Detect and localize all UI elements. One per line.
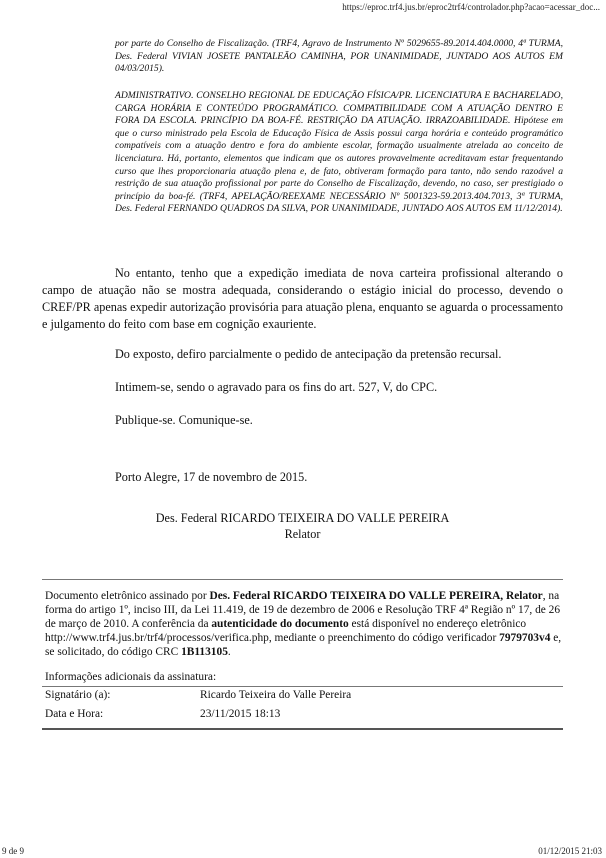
notify-text: Intimem-se, sendo o agravado para os fins do art. 527, V, do CPC. — [115, 380, 438, 394]
datetime-value: 23/11/2015 18:13 — [200, 708, 281, 720]
citation-first: por parte do Conselho de Fiscalização. (TRF4, Agravo de Instrumento Nº 5029655-89.2014.404.0000, 4ª TURMA, Des. Federal VIVIAN JOSETE PANTALEÃO CAMINHA, POR UNANIMIDADE, JUNTADO AOS AUTOS EM 04/03/2015). — [115, 38, 563, 75]
decision-text: Do exposto, defiro parcialmente o pedido de antecipação da pretensão recursal. — [115, 347, 502, 361]
signer-value: Ricardo Teixeira do Valle Pereira — [200, 689, 352, 701]
separator-top — [42, 579, 563, 580]
body-paragraph: No entanto, tenho que a expedição imediata de nova carteira profissional alterando o campo de atuação não se mostra adequada, considerando o estágio inicial do processo, devendo o CREF/PR apenas expedir autorização provisória para atuação plena, enquanto se aguarda o processamento e julgamento do feito com base em cognição exauriente. — [42, 266, 563, 331]
separator-info — [42, 686, 563, 687]
datetime-label: Data e Hora: — [45, 708, 104, 720]
print-timestamp: 01/12/2015 21:03 — [538, 846, 602, 856]
page-number: 9 de 9 — [2, 846, 24, 856]
signer-label: Signatário (a): — [45, 689, 111, 701]
signature-statement: Documento eletrônico assinado por Des. Federal RICARDO TEIXEIRA DO VALLE PEREIRA, Relator, na forma do artigo 1º, inciso III, da Lei 11.419, de 19 de dezembro de 2006 e Resolução TRF 4ª Região nº 17, de 26 de março de 2010. A conferência da autenticidade do documento está disponível no endereço eletrônico http://www.trf4.jus.br/trf4/processos/verifica.php, mediante o preenchimento do código verificador 7979703v4 e, se solicitado, do código CRC 1B113105. — [45, 590, 562, 658]
publish-text: Publique-se. Comunique-se. — [115, 413, 253, 427]
page-url: https://eproc.trf4.jus.br/eproc2trf4/controlador.php?acao=acessar_doc... — [342, 2, 600, 12]
separator-bottom — [42, 728, 563, 730]
citation-second: ADMINISTRATIVO. CONSELHO REGIONAL DE EDUCAÇÃO FÍSICA/PR. LICENCIATURA E BACHARELADO, CARGA HORÁRIA E CONTEÚDO PROGRAMÁTICO. COMPATIBILIDADE COM A ATUAÇÃO DENTRO E FORA DA ESCOLA. PRINCÍPIO DA BOA-FÉ. RESTRIÇÃO DA ATUAÇÃO. IRRAZOABILIDADE. Hipótese em que o curso ministrado pela Escola de Educação Física de Assis possui carga horária e conteúdo programático compatíveis com a atuação dentro e fora do ambiente escolar, formação usualmente atrelada ao conceito de licenciatura. Há, portanto, elementos que indicam que os autores provavelmente acreditavam estar frequentando curso que lhes proporcionaria atuação plena e, de fato, obtiveram formação para tanto, não sendo razoável a restrição de sua atuação profissional por parte do Conselho de Fiscalização, devendo, no caso, ser prestigiado o princípio da boa-fé. (TRF4, APELAÇÃO/REEXAME NECESSÁRIO Nº 5001323-59.2013.404.7013, 3ª TURMA, Des. Federal FERNANDO QUADROS DA SILVA, POR UNANIMIDADE, JUNTADO AOS AUTOS EM 11/12/2014). — [115, 90, 563, 215]
judge-name: Des. Federal RICARDO TEIXEIRA DO VALLE PEREIRA — [155, 511, 450, 525]
judge-role: Relator — [284, 527, 321, 541]
place-date: Porto Alegre, 17 de novembro de 2015. — [115, 470, 308, 484]
signature-info-title: Informações adicionais da assinatura: — [45, 671, 217, 683]
